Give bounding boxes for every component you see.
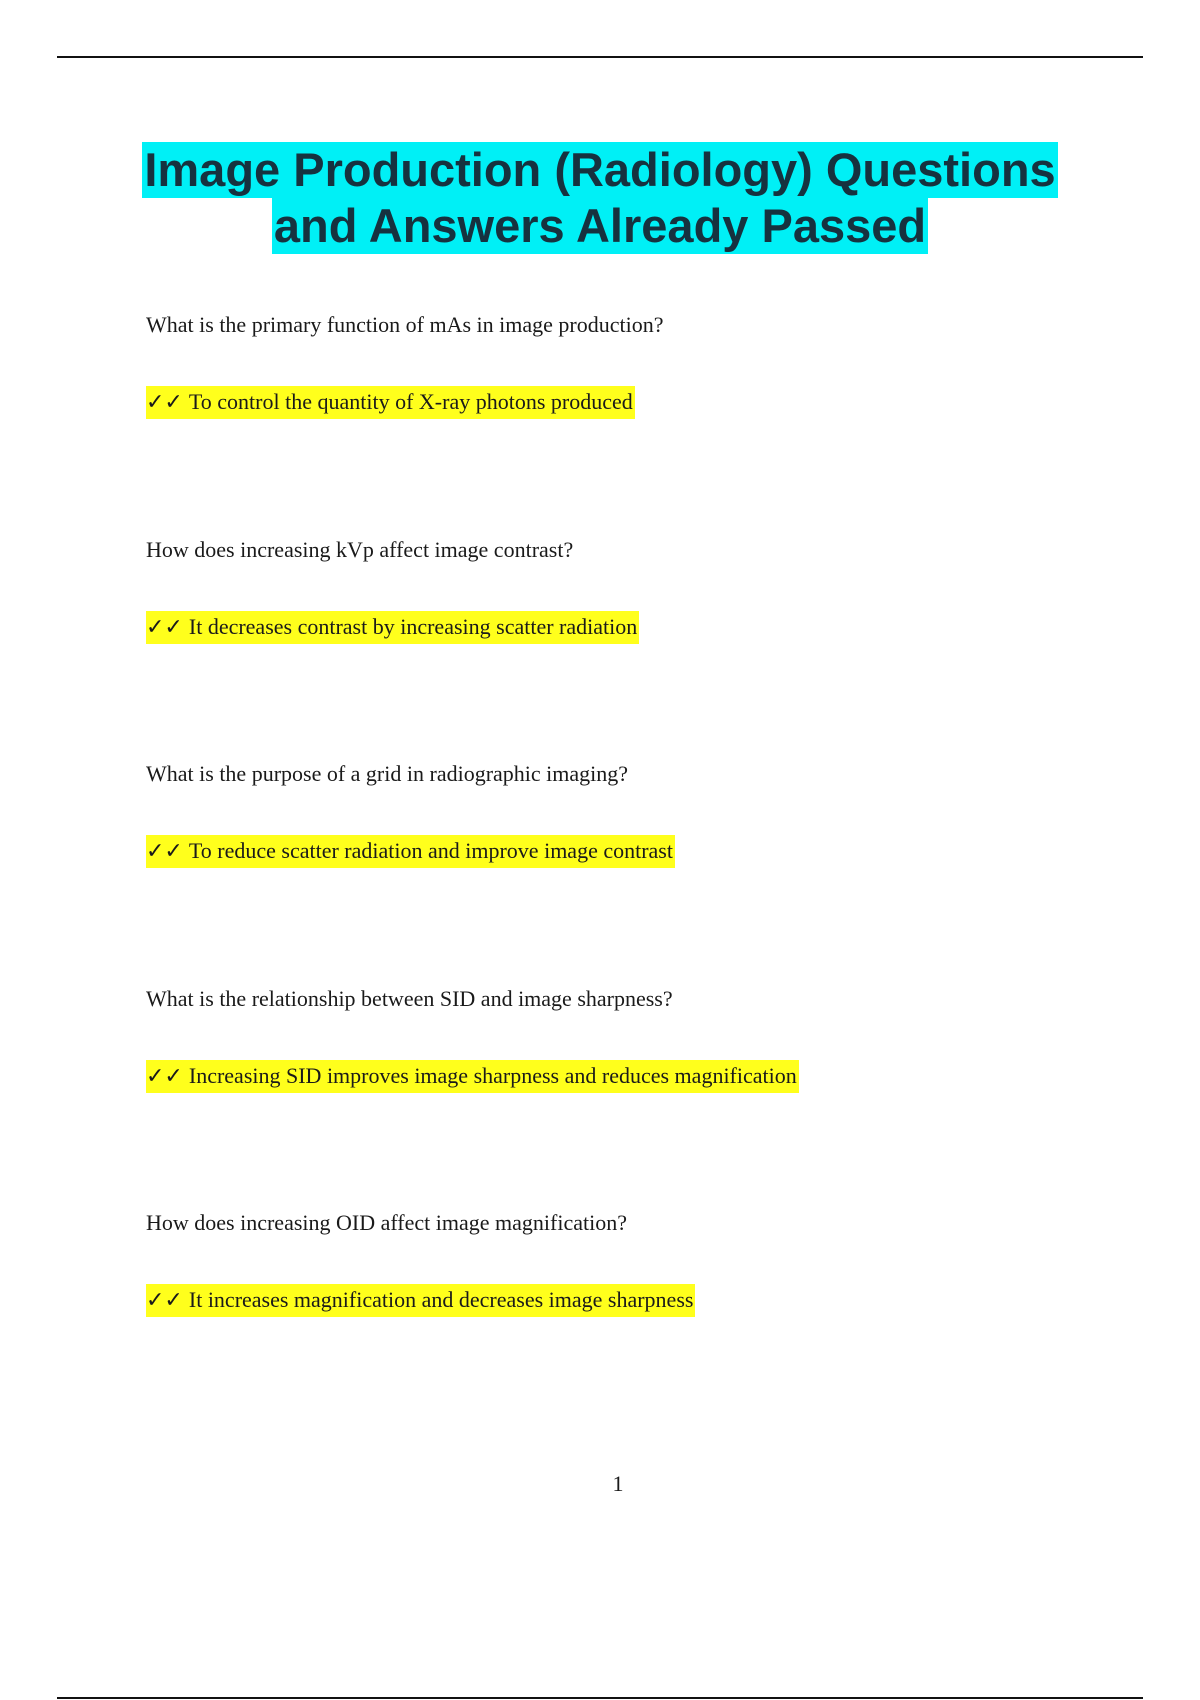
qa-item: [146, 1209, 1106, 1317]
title-line-2: and Answers Already Passed: [273, 199, 927, 252]
answer-block: [146, 611, 1106, 644]
question-text: How does increasing OID affect image magnification?: [146, 1210, 627, 1235]
double-check-icon: ✓✓: [146, 390, 183, 415]
qa-item: [146, 760, 1106, 868]
answer-text: It increases magnification and decreases image sharpness: [188, 1287, 694, 1312]
double-check-icon: ✓✓: [146, 839, 183, 864]
answer-text: To reduce scatter radiation and improve image contrast: [188, 838, 673, 863]
qa-item: [146, 985, 1106, 1093]
page-number: 1: [612, 1471, 624, 1496]
answer-block: [146, 1284, 1106, 1317]
question-text: How does increasing kVp affect image contrast?: [146, 537, 574, 562]
qa-item: [146, 311, 1106, 419]
page-title: [100, 142, 1100, 254]
question-text: What is the primary function of mAs in image production?: [146, 312, 664, 337]
answer-block: [146, 1060, 1106, 1093]
answer-block: [146, 835, 1106, 868]
answer-text: It decreases contrast by increasing scatter radiation: [188, 614, 638, 639]
double-check-icon: ✓✓: [146, 615, 183, 640]
answer-block: [146, 386, 1106, 419]
footer-rule: [57, 1697, 1143, 1699]
answer-text: To control the quantity of X-ray photons produced: [188, 389, 633, 414]
answer-highlight: [146, 1284, 695, 1317]
double-check-icon: ✓✓: [146, 1288, 183, 1313]
answer-highlight: [146, 386, 635, 419]
answer-highlight: [146, 611, 639, 644]
answer-text: Increasing SID improves image sharpness and reduces magnification: [188, 1063, 797, 1088]
double-check-icon: ✓✓: [146, 1064, 183, 1089]
answer-highlight: [146, 1060, 799, 1093]
header-rule: [57, 56, 1143, 58]
title-line-1: Image Production (Radiology) Questions: [144, 143, 1056, 196]
question-text: What is the relationship between SID and image sharpness?: [146, 986, 673, 1011]
qa-item: [146, 536, 1106, 644]
answer-highlight: [146, 835, 675, 868]
question-text: What is the purpose of a grid in radiographic imaging?: [146, 761, 629, 786]
